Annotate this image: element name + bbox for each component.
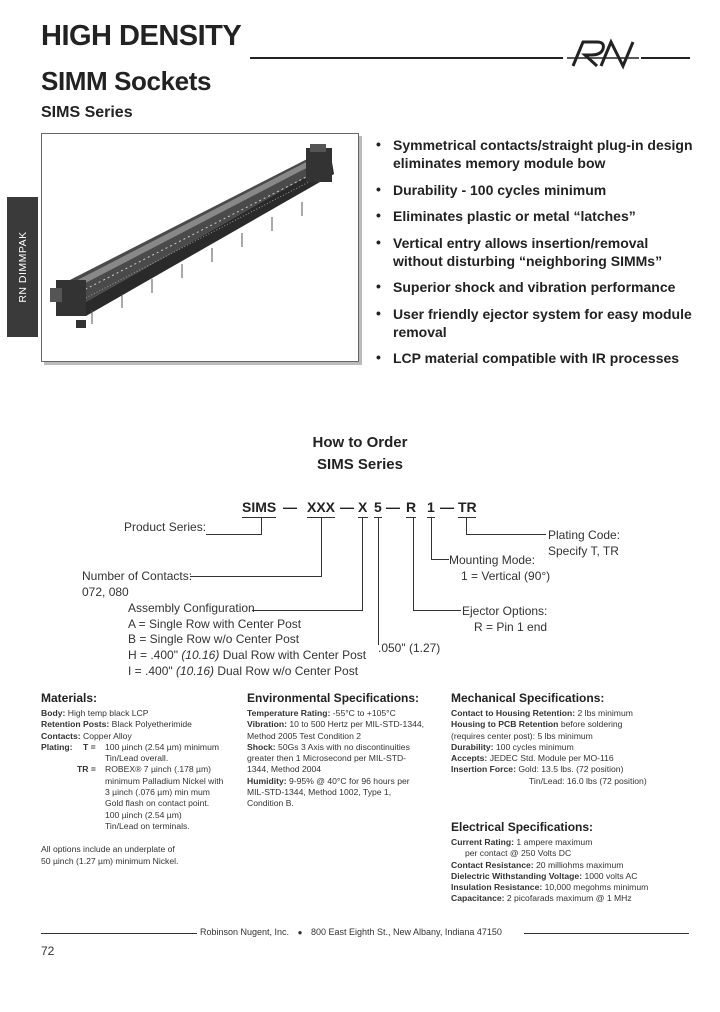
feature-item: • Durability - 100 cycles minimum (376, 180, 607, 198)
electrical-title: Electrical Specifications: (451, 820, 594, 834)
code-assembly: X (358, 499, 368, 515)
code-series: SIMS (242, 499, 277, 515)
code-mounting: 1 (427, 499, 435, 515)
assembly-option-b: B = Single Row w/o Center Post (128, 632, 300, 646)
assembly-option-h: H = .400" (10.16) Dual Row with Center Post (128, 648, 367, 662)
assembly-label: Assembly Configuration (128, 601, 255, 615)
mechanical-specs: Contact to Housing Retention: 2 lbs minimum Housing to PCB Retention before soldering (requires center post): 5 lbs minimum Durability: 100 cycles minimum Accepts: JEDEC Std. Module per MO-116 Insertion Force: Gold: 13.5 lbs. (72 position) Tin/Lead: 16.0 lbs (72 position) (451, 708, 647, 786)
footer-rule-right (524, 933, 689, 934)
code-dash: — (340, 499, 354, 515)
code-contacts: XXX (307, 499, 336, 515)
assembly-option-i: I = .400" (10.16) Dual Row w/o Center Post (128, 664, 359, 678)
page-number: 72 (41, 944, 55, 958)
environmental-title: Environmental Specifications: (247, 691, 420, 705)
materials-title: Materials: (41, 691, 98, 705)
assembly-option-a: A = Single Row with Center Post (128, 617, 302, 631)
code-dash: — (283, 499, 297, 515)
code-pitch: 5 (374, 499, 382, 515)
rn-logo (563, 36, 641, 72)
product-photo (41, 133, 359, 362)
footer-rule-left (41, 933, 197, 934)
series-name: SIMS Series (41, 104, 133, 121)
plating-value: Specify T, TR (548, 544, 619, 558)
mechanical-title: Mechanical Specifications: (451, 691, 605, 705)
feature-list (375, 136, 695, 376)
how-to-order-title: How to Order (312, 434, 408, 451)
code-dash: — (386, 499, 400, 515)
ejector-value: R = Pin 1 end (474, 620, 548, 634)
how-to-order-series: SIMS Series (317, 456, 403, 473)
page-subtitle: SIMM Sockets (41, 66, 212, 96)
code-ejector: R (406, 499, 417, 515)
materials-body: Body: High temp black LCP Retention Posts: Black Polyetherimide Contacts: Copper Alloy Plating: T = 100 µinch (2.54 µm) minimum Tin/Lead overall. TR = ROBEX® 7 µinch (.178 µm) minimum Palladium Nickel with 3 µinch (.076 µm) min mum Gold flash on contact point. 100 µinch (2.54 µm) Tin/Lead on terminals. All options include an underplate of 50 µinch (1.27 µm) minimum Nickel. (41, 708, 224, 866)
side-tab-label: RN DIMMPAK (16, 231, 29, 303)
code-plating: TR (458, 499, 477, 515)
pitch-label: .050" (1.27) (378, 641, 441, 655)
mounting-value: 1 = Vertical (90°) (461, 569, 551, 583)
feature-item: • Eliminates plastic or metal “latches” (376, 207, 636, 224)
page-title: HIGH DENSITY (41, 20, 242, 52)
feature-item: • Vertical entry allows insertion/removal without disturbing “neighboring SIMMs” (376, 233, 663, 269)
feature-item: • Symmetrical contacts/straight plug-in design eliminates memory module bow (376, 136, 693, 171)
contacts-values: 072, 080 (82, 585, 129, 599)
electrical-specs: Current Rating: 1 ampere maximum per contact @ 250 Volts DC Contact Resistance: 20 milliohms maximum Dielectric Withstanding Voltage: 1000 volts AC Insulation Resistance: 10,000 megohms minimum Capacitance: 2 picofarads maximum @ 1 MHz (451, 837, 649, 904)
product-series-label: Product Series: (124, 520, 207, 534)
contacts-label: Number of Contacts: (82, 569, 193, 583)
feature-item: • LCP material compatible with IR processes (376, 349, 680, 366)
code-dash: — (440, 499, 454, 515)
plating-label: Plating Code: (548, 528, 621, 542)
environmental-specs: Temperature Rating: -55°C to +105°C Vibration: 10 to 500 Hertz per MIL-STD-1344, Method 2005 Test Condition 2 Shock: 50Gs 3 Axis with no discontinuities greater then 1 Microsecond per MIL-STD- 1344, Method 2004 Humidity: 9-95% @ 40°C for 96 hours per MIL-STD-1344, Method 1002, Type 1, Condition B. (247, 708, 425, 809)
mounting-label: Mounting Mode: (449, 553, 536, 567)
footer-address: Robinson Nugent, Inc. ● 800 East Eighth St., New Albany, Indiana 47150 (200, 927, 502, 937)
feature-item: • Superior shock and vibration performance (376, 278, 676, 295)
socket-illustration (50, 144, 334, 328)
ejector-label: Ejector Options: (462, 604, 548, 618)
side-tab (7, 197, 38, 337)
feature-item: • User friendly ejector system for easy module removal (376, 304, 692, 340)
